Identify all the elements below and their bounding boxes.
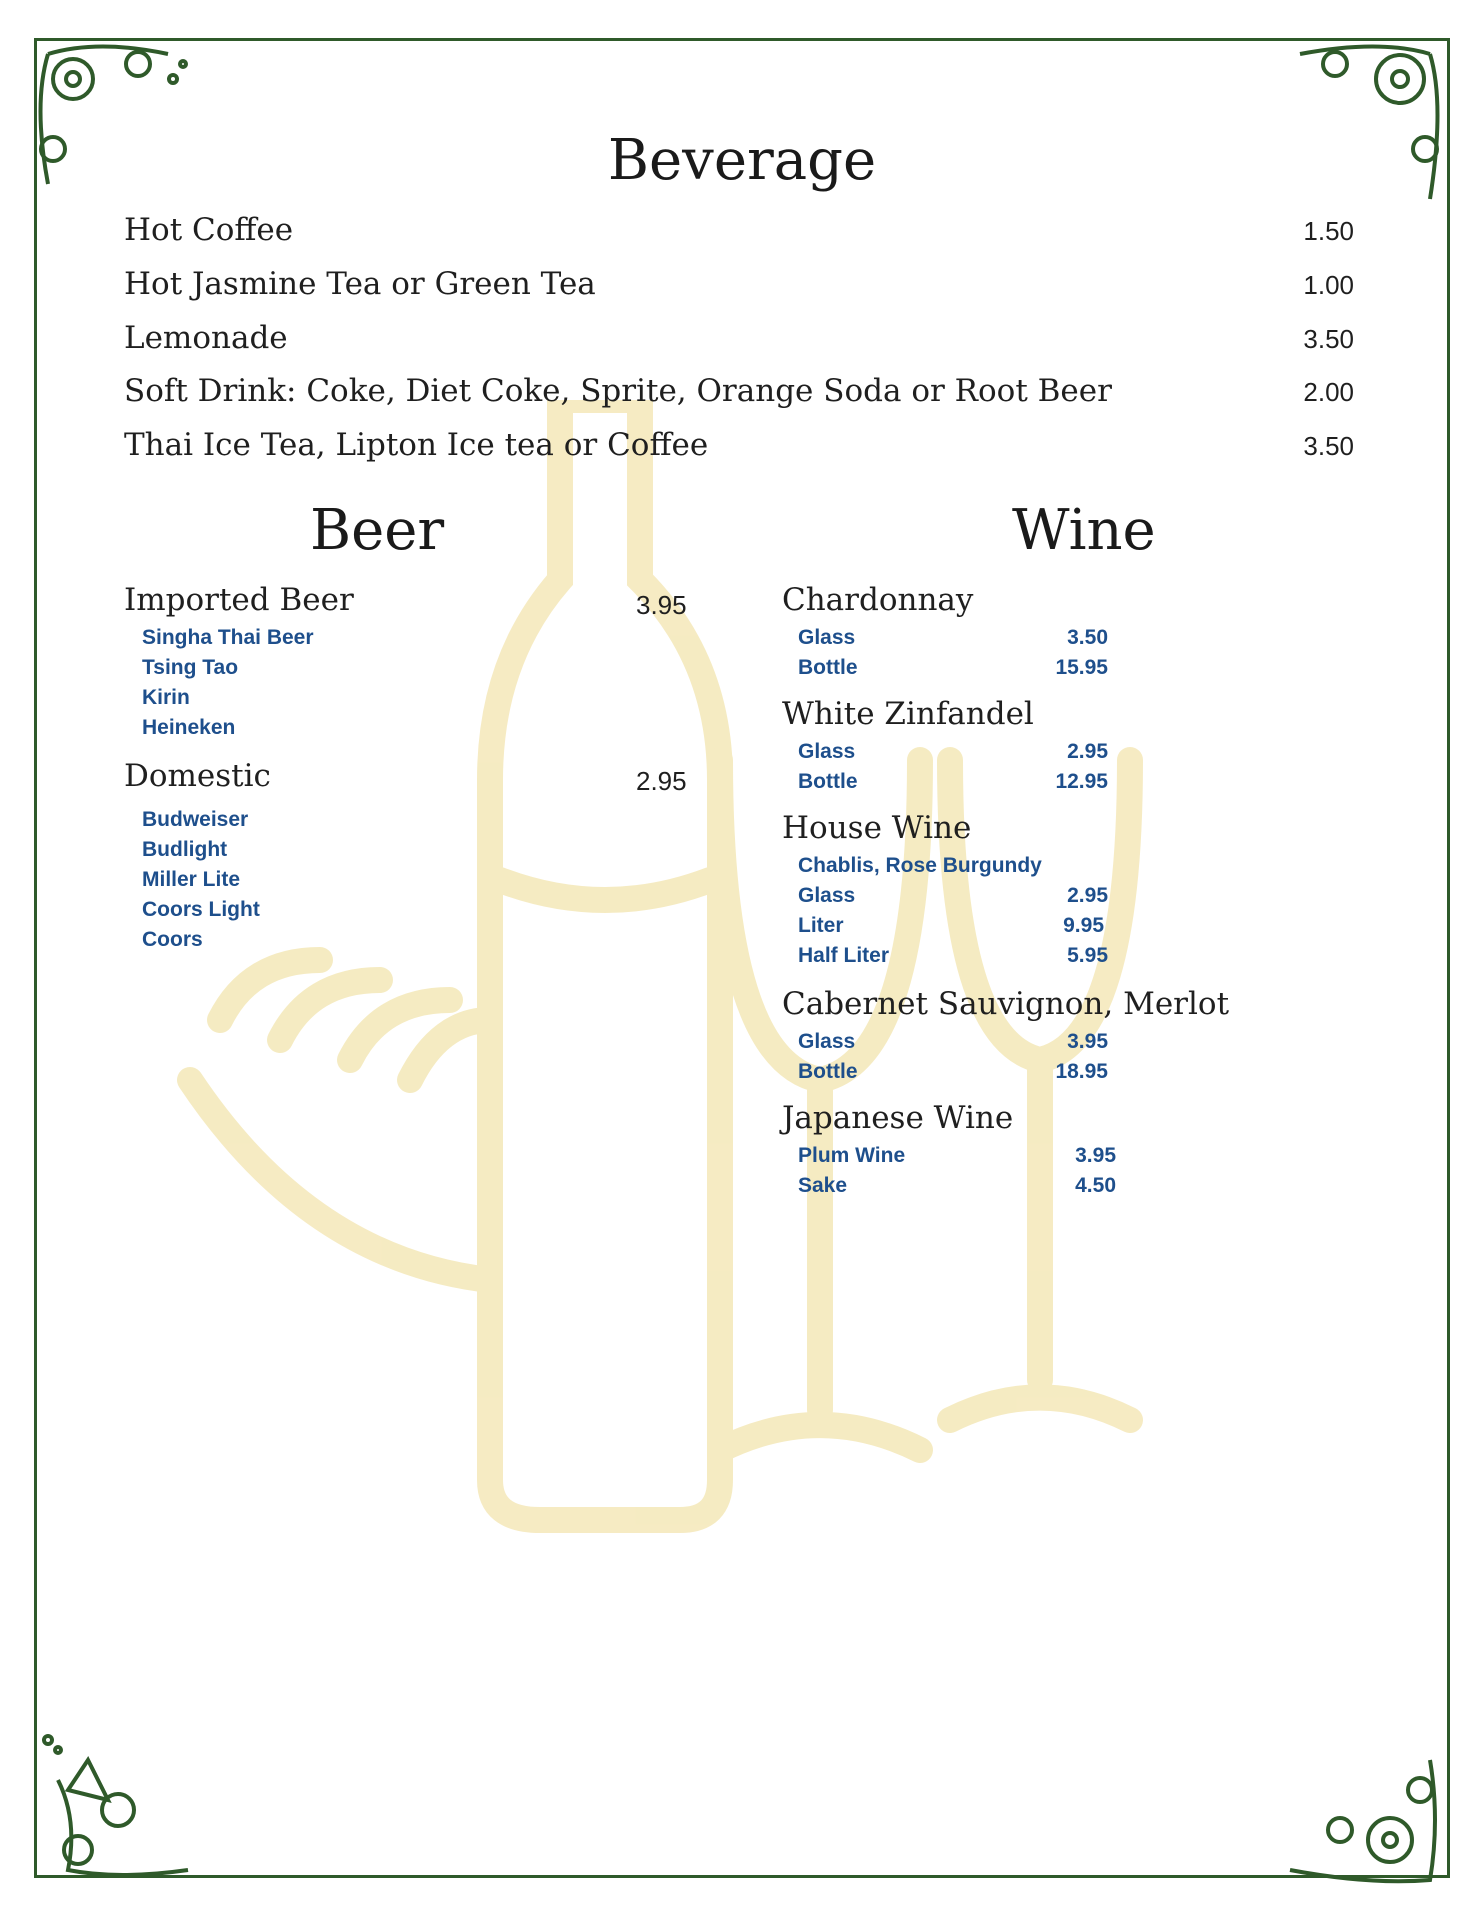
japanese-wine-label: Japanese Wine bbox=[782, 1100, 1014, 1136]
beer-section-title: Beer bbox=[310, 498, 445, 563]
list-item bbox=[124, 320, 1354, 368]
floral-corner-icon bbox=[28, 1720, 198, 1890]
item-name: Hot Coffee bbox=[124, 212, 294, 248]
list-item: Miller Lite bbox=[142, 868, 241, 891]
cabernet-label: Cabernet Sauvignon, Merlot bbox=[782, 986, 1230, 1022]
item-price: 15.95 bbox=[1055, 656, 1108, 679]
item-price: 3.50 bbox=[1303, 431, 1354, 461]
list-item bbox=[124, 373, 1354, 421]
list-item: Coors bbox=[142, 928, 203, 951]
list-item: Liter bbox=[798, 914, 844, 937]
floral-corner-icon bbox=[1280, 1720, 1450, 1890]
list-item: Half Liter bbox=[798, 944, 890, 967]
imported-beer-label: Imported Beer bbox=[124, 582, 354, 618]
item-price: 3.50 bbox=[1303, 324, 1354, 354]
house-wine-note: Chablis, Rose Burgundy bbox=[798, 854, 1042, 877]
domestic-beer-label: Domestic bbox=[124, 758, 271, 794]
list-item: Singha Thai Beer bbox=[142, 626, 314, 649]
item-price: 1.50 bbox=[1303, 216, 1354, 246]
item-name: Thai Ice Tea, Lipton Ice tea or Coffee bbox=[124, 427, 709, 463]
item-price: 12.95 bbox=[1055, 770, 1108, 793]
house-wine-label: House Wine bbox=[782, 810, 972, 846]
item-price: 1.00 bbox=[1303, 270, 1354, 300]
item-price: 5.95 bbox=[1067, 944, 1108, 967]
list-item: Bottle bbox=[798, 1060, 858, 1083]
list-item: Bottle bbox=[798, 656, 858, 679]
white-zinfandel-label: White Zinfandel bbox=[782, 696, 1034, 732]
item-price: 3.95 bbox=[1067, 1030, 1108, 1053]
item-price: 2.95 bbox=[1067, 740, 1108, 763]
list-item: Coors Light bbox=[142, 898, 260, 921]
list-item: Plum Wine bbox=[798, 1144, 906, 1167]
wine-section-title: Wine bbox=[1012, 498, 1156, 563]
item-price: 4.50 bbox=[1075, 1174, 1116, 1197]
page-border bbox=[34, 38, 1450, 1878]
list-item: Kirin bbox=[142, 686, 190, 709]
item-price: 3.95 bbox=[1075, 1144, 1116, 1167]
list-item: Budlight bbox=[142, 838, 228, 861]
list-item: Heineken bbox=[142, 716, 236, 739]
list-item bbox=[124, 427, 1354, 475]
list-item bbox=[124, 212, 1354, 260]
list-item bbox=[124, 266, 1354, 314]
list-item: Budweiser bbox=[142, 808, 249, 831]
item-price: 2.00 bbox=[1303, 377, 1354, 407]
list-item: Sake bbox=[798, 1174, 848, 1197]
list-item: Tsing Tao bbox=[142, 656, 239, 679]
item-price: 18.95 bbox=[1055, 1060, 1108, 1083]
item-name: Soft Drink: Coke, Diet Coke, Sprite, Orange Soda or Root Beer bbox=[124, 373, 1112, 409]
item-name: Hot Jasmine Tea or Green Tea bbox=[124, 266, 596, 302]
list-item: Glass bbox=[798, 1030, 856, 1053]
domestic-beer-price: 2.95 bbox=[636, 766, 687, 796]
list-item: Glass bbox=[798, 626, 856, 649]
item-price: 3.50 bbox=[1067, 626, 1108, 649]
list-item: Glass bbox=[798, 884, 856, 907]
item-name: Lemonade bbox=[124, 320, 288, 356]
list-item: Glass bbox=[798, 740, 856, 763]
chardonnay-label: Chardonnay bbox=[782, 582, 974, 618]
imported-beer-price: 3.95 bbox=[636, 590, 687, 620]
page-title: Beverage bbox=[607, 128, 877, 193]
item-price: 2.95 bbox=[1067, 884, 1108, 907]
list-item: Bottle bbox=[798, 770, 858, 793]
item-price: 9.95 bbox=[1063, 914, 1104, 937]
